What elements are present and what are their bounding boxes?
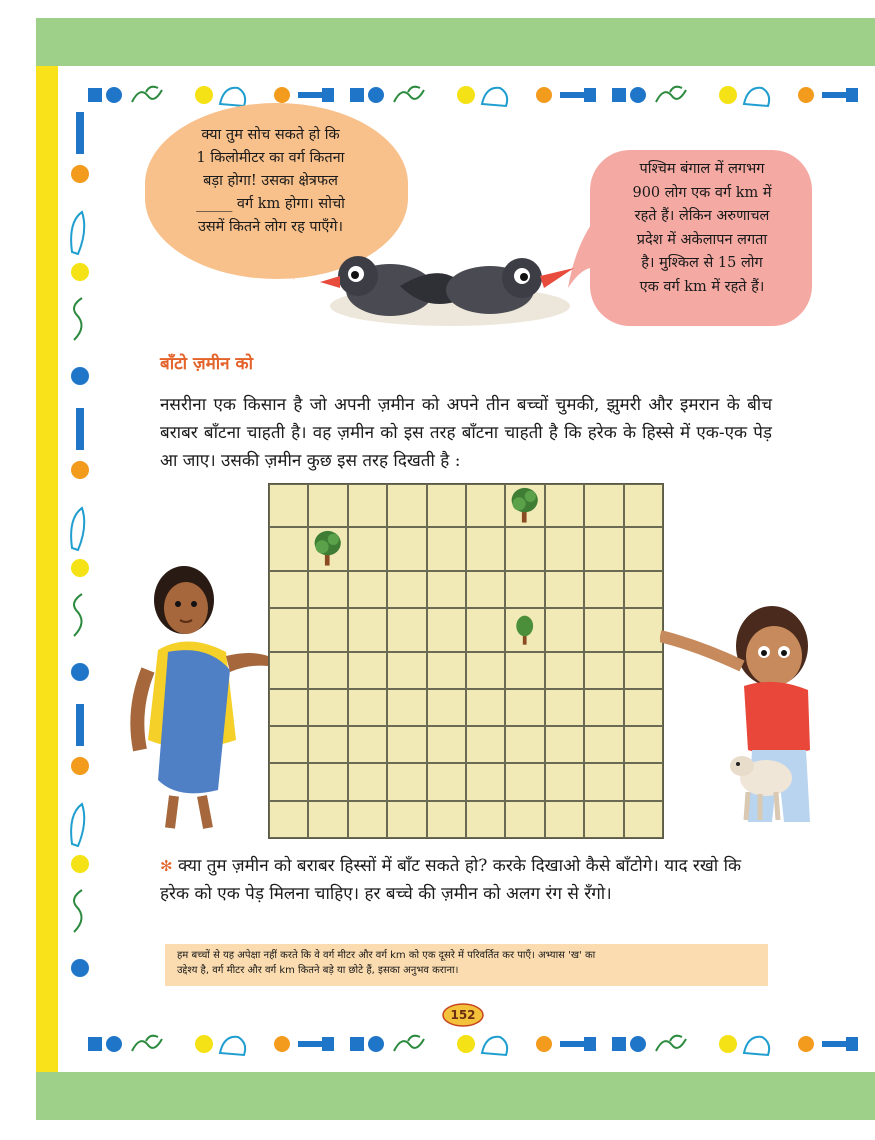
note-line: हम बच्चों से यह अपेक्षा नहीं करते कि वे वर्ग मीटर और वर्ग km को एक दूसरे में परिवर्तित कर पाएँ। अभ्यास 'ख' का xyxy=(177,950,596,961)
grid-cell xyxy=(466,608,505,651)
grid-cell xyxy=(348,763,387,800)
grid-cell xyxy=(427,571,466,608)
grid-cell xyxy=(505,689,544,726)
grid-cell xyxy=(348,801,387,838)
right-bubble-text xyxy=(600,158,804,299)
small-tree-icon xyxy=(506,609,543,650)
grid-cell xyxy=(545,801,584,838)
grid-cell xyxy=(584,801,623,838)
grid-cell xyxy=(348,689,387,726)
grid-cell xyxy=(466,652,505,689)
grid-cell xyxy=(308,484,347,527)
grid-cell xyxy=(308,527,347,570)
grid-cell xyxy=(584,571,623,608)
bottom-decorative-border xyxy=(88,1031,875,1061)
bubble-line: उसमें कितने लोग रह पाएँगे। xyxy=(197,219,344,235)
grid-cell xyxy=(308,608,347,651)
grid-cell xyxy=(427,763,466,800)
grid-cell xyxy=(348,484,387,527)
question-block xyxy=(160,852,772,908)
tree-icon xyxy=(309,528,346,569)
grid-cells xyxy=(268,483,664,839)
grid-cell xyxy=(466,484,505,527)
grid-cell xyxy=(505,652,544,689)
grid-cell xyxy=(624,652,663,689)
bubble-line: प्रदेश में अकेलापन लगता xyxy=(636,231,768,248)
grid-cell xyxy=(545,652,584,689)
grid-cell xyxy=(269,484,308,527)
grid-cell xyxy=(505,571,544,608)
grid-cell xyxy=(387,763,426,800)
grid-cell xyxy=(387,689,426,726)
grid-cell xyxy=(505,527,544,570)
grid-cell xyxy=(545,726,584,763)
grid-cell xyxy=(269,571,308,608)
grid-cell xyxy=(505,763,544,800)
grid-cell xyxy=(624,689,663,726)
grid-cell xyxy=(466,689,505,726)
land-grid xyxy=(268,483,664,839)
grid-cell xyxy=(505,484,544,527)
page-number: 152 xyxy=(450,1008,476,1022)
goat-illustration xyxy=(728,738,798,824)
girl-illustration xyxy=(118,560,278,835)
grid-cell xyxy=(348,652,387,689)
grid-cell xyxy=(505,801,544,838)
grid-cell xyxy=(505,608,544,651)
bubble-line: _____ वर्ग km होगा। सोचो xyxy=(196,196,345,212)
left-stripe xyxy=(36,66,58,1072)
grid-cell xyxy=(387,571,426,608)
grid-cell xyxy=(624,484,663,527)
grid-cell xyxy=(584,763,623,800)
grid-cell xyxy=(466,801,505,838)
question-text: क्या तुम ज़मीन को बराबर हिस्सों में बाँट सकते हो? करके दिखाओ कैसे बाँटोगे। याद रखो कि हरेक को एक पेड़ मिलना चाहिए। हर बच्चे की ज़मीन को अलग रंग से रँगो। xyxy=(160,856,742,904)
bubble-line: एक वर्ग km में रहते हैं। xyxy=(639,278,765,295)
tree-icon xyxy=(506,485,543,526)
grid-cell xyxy=(466,571,505,608)
grid-cell xyxy=(545,763,584,800)
top-decorative-border xyxy=(88,82,875,112)
grid-cell xyxy=(466,527,505,570)
grid-cell xyxy=(624,527,663,570)
grid-cell xyxy=(308,652,347,689)
grid-cell xyxy=(545,689,584,726)
bottom-band xyxy=(36,1072,875,1120)
grid-cell xyxy=(624,763,663,800)
bubble-line: क्या तुम सोच सकते हो कि xyxy=(201,127,340,143)
grid-cell xyxy=(584,689,623,726)
grid-cell xyxy=(624,801,663,838)
grid-cell xyxy=(427,726,466,763)
left-decorative-border xyxy=(64,112,96,1032)
grid-cell xyxy=(387,608,426,651)
grid-cell xyxy=(269,608,308,651)
grid-cell xyxy=(466,763,505,800)
grid-cell xyxy=(427,608,466,651)
grid-cell xyxy=(584,527,623,570)
grid-cell xyxy=(387,801,426,838)
grid-cell xyxy=(545,571,584,608)
note-line: उद्देश्य है, वर्ग मीटर और वर्ग km कितने बड़े या छोटे हैं, इसका अनुभव कराना। xyxy=(177,965,459,976)
top-band xyxy=(36,18,875,66)
grid-cell xyxy=(466,726,505,763)
grid-cell xyxy=(269,652,308,689)
grid-cell xyxy=(348,527,387,570)
grid-cell xyxy=(269,689,308,726)
bubble-line: रहते हैं। लेकिन अरुणाचल xyxy=(634,208,770,224)
grid-cell xyxy=(348,608,387,651)
grid-cell xyxy=(624,608,663,651)
grid-cell xyxy=(308,726,347,763)
grid-cell xyxy=(584,726,623,763)
grid-cell xyxy=(584,652,623,689)
grid-cell xyxy=(308,801,347,838)
grid-cell xyxy=(427,652,466,689)
grid-cell xyxy=(387,726,426,763)
section-paragraph: नसरीना एक किसान है जो अपनी ज़मीन को अपने तीन बच्चों चुमकी, झुमरी और इमरान के बीच बराबर बाँटना चाहती है। वह ज़मीन को इस तरह बाँटना चाहती है कि हरेक के हिस्से में एक-एक पेड़ आ जाए। उसकी ज़मीन कुछ इस तरह दिखती है : xyxy=(160,395,772,471)
grid-cell xyxy=(624,726,663,763)
grid-cell xyxy=(308,689,347,726)
bubble-line: पश्चिम बंगाल में लगभग xyxy=(639,161,765,177)
section-heading: बाँटो ज़मीन को xyxy=(160,354,253,374)
grid-cell xyxy=(545,608,584,651)
grid-cell xyxy=(427,527,466,570)
grid-cell xyxy=(584,608,623,651)
grid-cell xyxy=(387,484,426,527)
grid-cell xyxy=(584,484,623,527)
grid-cell xyxy=(387,652,426,689)
left-bubble-text xyxy=(168,124,373,239)
grid-cell xyxy=(348,571,387,608)
grid-cell xyxy=(269,763,308,800)
grid-cell xyxy=(427,801,466,838)
grid-cell xyxy=(545,484,584,527)
bubble-line: बड़ा होगा! उसका क्षेत्रफल xyxy=(203,173,338,189)
grid-cell xyxy=(545,527,584,570)
grid-cell xyxy=(387,527,426,570)
grid-cell xyxy=(269,726,308,763)
grid-cell xyxy=(427,484,466,527)
grid-cell xyxy=(624,571,663,608)
grid-cell xyxy=(427,689,466,726)
bubble-line: है। मुश्किल से 15 लोग xyxy=(641,255,763,271)
grid-cell xyxy=(269,527,308,570)
grid-cell xyxy=(308,571,347,608)
bubble-line: 900 लोग एक वर्ग km में xyxy=(632,184,772,201)
asterisk-icon: ✻ xyxy=(160,857,173,875)
grid-cell xyxy=(505,726,544,763)
grid-cell xyxy=(308,763,347,800)
bird-icon xyxy=(300,246,590,342)
grid-cell xyxy=(269,801,308,838)
grid-cell xyxy=(348,726,387,763)
teacher-note xyxy=(165,944,768,986)
bubble-line: 1 किलोमीटर का वर्ग कितना xyxy=(196,150,345,166)
